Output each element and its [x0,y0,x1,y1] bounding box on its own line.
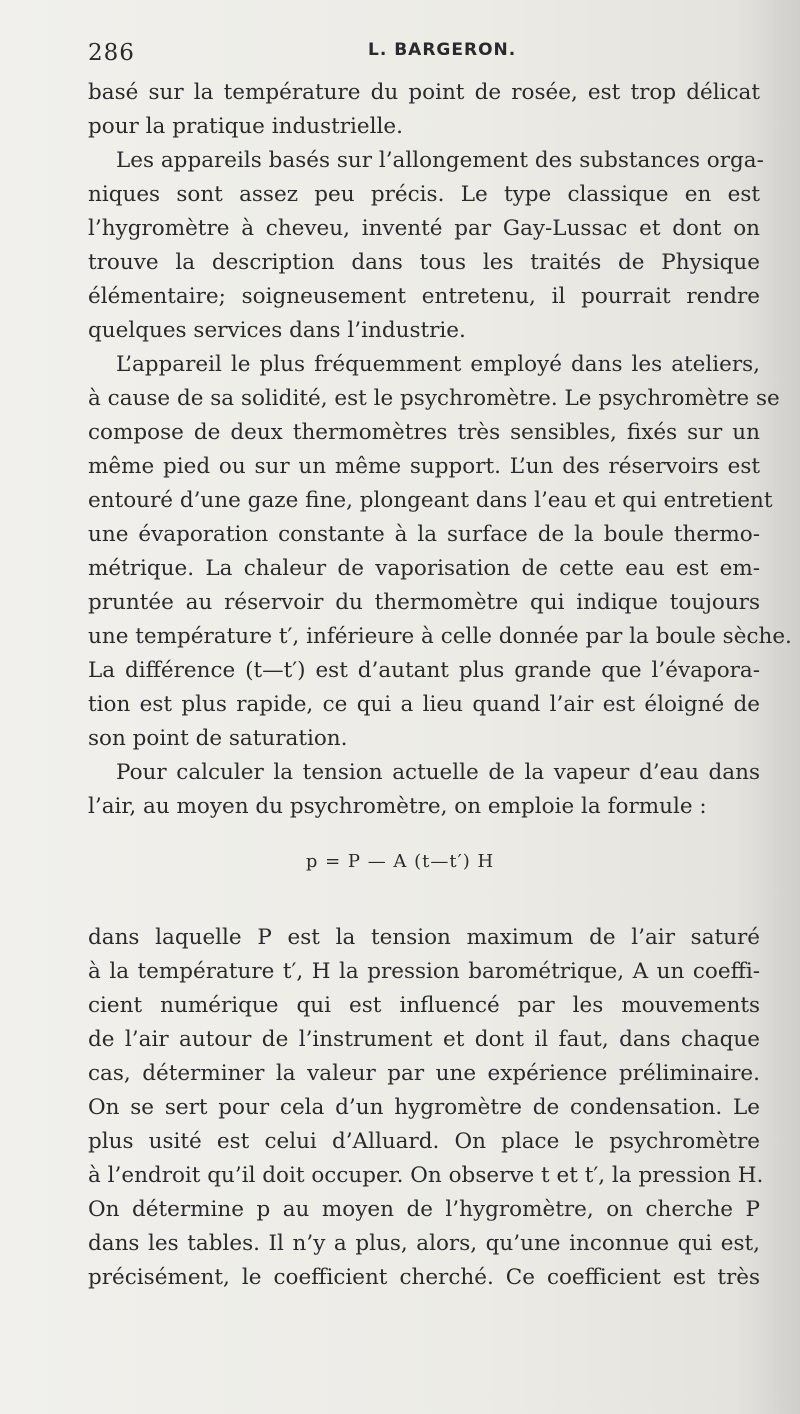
text-line: La différence (t—t′) est d’autant plus grande que l’évapora- [88,658,760,683]
text-line: tion est plus rapide, ce qui a lieu quand l’air est éloigné de [88,692,760,717]
text-line: L’appareil le plus fréquemment employé dans les ateliers, [116,352,760,377]
text-line: entouré d’une gaze fine, plongeant dans l’eau et qui entretient [88,488,773,513]
text-line: basé sur la température du point de rosée, est trop délicat [88,80,760,105]
body-text-bottom [88,921,764,1295]
text-line: pruntée au réservoir du thermomètre qui indique toujours [88,590,760,615]
text-line: cas, déterminer la valeur par une expérience préliminaire. [88,1061,760,1086]
body-text-top [88,76,792,824]
text-line: plus usité est celui d’Alluard. On place le psychromètre [88,1129,760,1154]
running-head: L. BARGERON. [368,40,517,60]
text-line: même pied ou sur un même support. L’un des réservoirs est [88,454,760,479]
text-line: Les appareils basés sur l’allongement des substances orga- [116,148,764,173]
text-line: dans laquelle P est la tension maximum de l’air saturé [88,925,760,950]
page-number: 286 [88,40,135,66]
text-line: pour la pratique industrielle. [88,114,403,139]
text-line: cient numérique qui est influencé par les mouvements [88,993,760,1018]
text-line: une température t′, inférieure à celle donnée par la boule sèche. [88,624,792,649]
text-line: une évaporation constante à la surface de la boule thermo- [88,522,760,547]
text-line: à l’endroit qu’il doit occuper. On observe t et t′, la pression H. [88,1163,764,1188]
text-line: à la température t′, H la pression barométrique, A un coeffi- [88,959,760,984]
psychrometer-formula: p = P — A (t—t′) H [305,851,495,872]
text-line: trouve la description dans tous les traités de Physique [88,250,760,275]
page-header [88,36,760,72]
text-line: On se sert pour cela d’un hygromètre de condensation. Le [88,1095,760,1120]
text-line: dans les tables. Il n’y a plus, alors, qu’une inconnue qui est, [88,1231,760,1256]
text-line: à cause de sa solidité, est le psychromètre. Le psychromètre se [88,386,780,411]
text-line: Pour calculer la tension actuelle de la vapeur d’eau dans [116,760,760,785]
text-line: compose de deux thermomètres très sensibles, fixés sur un [88,420,760,445]
text-line: l’hygromètre à cheveu, inventé par Gay-Lussac et dont on [88,216,760,241]
text-line: son point de saturation. [88,726,348,751]
text-line: de l’air autour de l’instrument et dont il faut, dans chaque [88,1027,760,1052]
text-line: l’air, au moyen du psychromètre, on emploie la formule : [88,794,707,819]
text-line: On détermine p au moyen de l’hygromètre, on cherche P [88,1197,760,1222]
text-line: élémentaire; soigneusement entretenu, il pourrait rendre [88,284,760,309]
text-line: précisément, le coefficient cherché. Ce coefficient est très [88,1265,760,1290]
text-line: niques sont assez peu précis. Le type classique en est [88,182,760,207]
text-line: quelques services dans l’industrie. [88,318,466,343]
text-line: métrique. La chaleur de vaporisation de cette eau est em- [88,556,760,581]
